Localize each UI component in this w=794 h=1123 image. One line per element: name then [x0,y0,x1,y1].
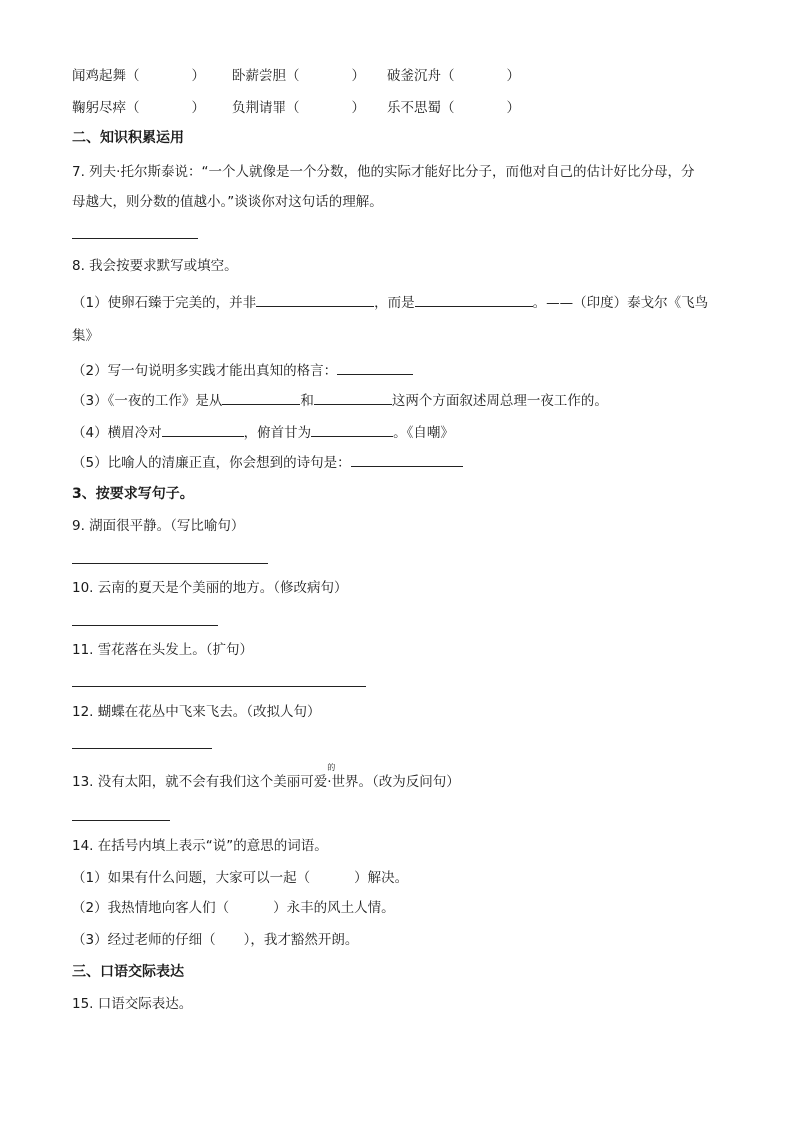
fill-blank[interactable] [337,360,413,375]
item-text: （1）使卵石臻于完美的，并非 [72,295,257,311]
item-text: （4）横眉冷对 [72,425,162,441]
idiom-close-paren: ） [506,100,520,116]
ruby-annotation [327,763,336,792]
answer-line[interactable] [72,625,218,626]
idiom-text: 卧薪尝胆（ [232,68,300,84]
idiom-close-paren: ） [351,100,365,116]
question-7-line2: 母越大，则分数的值越小。”谈谈你对这句话的理解。 [72,194,383,210]
idiom-item [72,98,205,118]
idiom-close-paren: ） [351,68,365,84]
idiom-text: 负荆请罪（ [232,100,300,116]
item-text: （3）经过老师的仔细（ [72,932,216,948]
item-text: （5）比喻人的清廉正直，你会想到的诗句是： [72,455,351,471]
question-8-item-1-cont: 集》 [72,328,99,344]
idiom-close-paren: ） [191,68,205,84]
question-8-intro: 8. 我会按要求默写或填空。 [72,258,238,274]
question-8-item-5 [72,452,463,473]
item-text: ）永丰的风土人情。 [273,900,395,916]
answer-line[interactable] [72,563,268,564]
item-text: ，俯首甘为 [243,425,312,441]
fill-blank[interactable] [256,292,374,307]
idiom-item [232,66,365,86]
question-14-intro: 14. 在括号内填上表示“说”的意思的词语。 [72,838,328,854]
idiom-item [72,66,205,86]
question-12: 12. 蝴蝶在花丛中飞来飞去。（改拟人句） [72,704,321,720]
item-text: （3）《一夜的工作》是从 [72,393,223,409]
item-text: 。——（印度）泰戈尔《飞鸟 [532,295,709,311]
fill-blank[interactable] [162,422,244,437]
question-10: 10. 云南的夏天是个美丽的地方。（修改病句） [72,580,348,596]
ruby-base: · [327,774,332,790]
answer-line[interactable] [72,238,198,239]
item-text: ），我才豁然开朗。 [243,932,359,948]
question-8-item-1 [72,292,708,313]
idiom-text: 乐不思蜀（ [387,100,455,116]
item-text: （1）如果有什么问题，大家可以一起（ [72,870,311,886]
question-13 [72,763,460,792]
question-8-item-3 [72,390,608,411]
idiom-text: 闻鸡起舞（ [72,68,140,84]
item-text: 。《自嘲》 [393,425,454,441]
question-14-item-1 [72,868,408,888]
idiom-close-paren: ） [506,68,520,84]
fill-blank[interactable] [311,422,393,437]
question-11: 11. 雪花落在头发上。（扩句） [72,642,254,658]
item-text: 世界。（改为反问句） [331,774,460,790]
item-text: 13. 没有太阳，就不会有我们这个美丽可爱 [72,774,328,790]
idiom-text: 鞠躬尽瘁（ [72,100,140,116]
answer-line[interactable] [72,820,170,821]
question-15: 15. 口语交际表达。 [72,996,193,1012]
idiom-text: 破釜沉舟（ [387,68,455,84]
item-text: （2）我热情地向客人们（ [72,900,230,916]
item-text: （2）写一句说明多实践才能出真知的格言： [72,363,338,379]
question-7-line1: 7. 列夫·托尔斯泰说：“一个人就像是一个分数，他的实际才能好比分子，而他对自己的估计好比分母，分 [72,164,695,180]
question-14-item-2 [72,898,395,918]
section-heading: 三、口语交际表达 [72,964,184,980]
idiom-item [387,66,520,86]
item-text: 这两个方面叙述周总理一夜工作的。 [391,393,608,409]
answer-line[interactable] [72,748,212,749]
item-text: 和 [300,393,314,409]
item-text: ，而是 [374,295,415,311]
item-text: ）解决。 [354,870,409,886]
idiom-close-paren: ） [191,100,205,116]
idiom-item [387,98,520,118]
ruby-top: 的 [327,763,336,772]
fill-blank[interactable] [314,390,392,405]
answer-line[interactable] [72,686,366,687]
section-heading: 二、知识积累运用 [72,130,184,146]
idiom-item [232,98,365,118]
section-heading: 3、按要求写句子。 [72,486,194,502]
question-8-item-4 [72,422,454,443]
fill-blank[interactable] [415,292,533,307]
fill-blank[interactable] [222,390,300,405]
question-8-item-2 [72,360,413,381]
question-14-item-3 [72,930,358,950]
question-9: 9. 湖面很平静。（写比喻句） [72,518,245,534]
fill-blank[interactable] [351,452,463,467]
